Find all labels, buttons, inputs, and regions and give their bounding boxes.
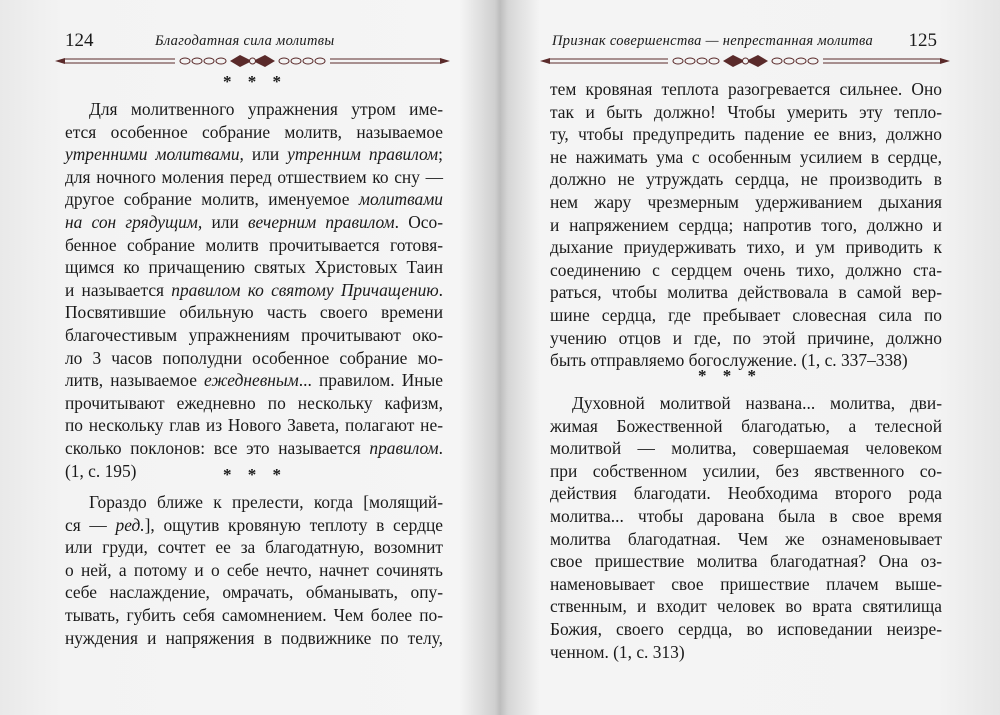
header-ornament-rule — [540, 54, 950, 68]
text-line — [65, 211, 443, 234]
text-line — [65, 279, 443, 302]
text-line: для ночного моления перед отшествием ко сну — — [65, 166, 443, 187]
text-line: ту, чтобы предупредить падение ее вниз, должно — [550, 124, 942, 145]
text-line: соединению с сердцем очень тихо, должно ста- — [550, 259, 942, 280]
text-line: Божия, своего сердца, во исповедании неизре- — [550, 618, 942, 639]
text-line: дыхание приудерживать тихо, и ум приводить к — [550, 237, 942, 258]
text-line: бенное собрание молитв прочитывается готовя- — [65, 234, 443, 255]
page-number: 124 — [65, 30, 94, 51]
left-paragraph-1 — [65, 98, 443, 482]
text-line: не нажимать ума с особенным усилием в сердце, — [550, 146, 942, 167]
text-segment: или — [202, 211, 248, 232]
page-number: 125 — [908, 30, 937, 51]
italic-term: вечерним правилом — [248, 211, 395, 232]
text-line: должно не утруждать сердца, не производить в — [550, 169, 942, 190]
italic-term: на сон грядущим, — [65, 211, 203, 232]
text-line — [65, 369, 443, 392]
section-separator: * * * — [223, 72, 287, 91]
text-line: о ней, а потому и о себе нечто, начнет сочинять — [65, 559, 443, 580]
citation: быть отправляемо богослужение. (1, с. 337–338) — [550, 350, 908, 371]
text-line: тем кровяная теплота разогревается сильнее. Оно — [550, 79, 942, 99]
text-line: раться, чтобы молитва действовала в самой вер- — [550, 282, 942, 303]
text-line: нем жару чрезмерным удерживанием дыхания — [550, 191, 942, 212]
text-line: прочитывают ежедневно по нескольку кафизм, — [65, 392, 443, 413]
text-line: по нескольку глав из Нового Завета, полагают не- — [65, 415, 443, 436]
text-segment: ; — [438, 144, 443, 165]
text-line: себе наслаждение, омрачать, обманывать, опу- — [65, 582, 443, 603]
text-segment: ], ощутив кровяную теплоту в сердце — [144, 514, 443, 535]
text-segment: . Осо- — [394, 211, 443, 232]
italic-term: молитвами — [358, 189, 443, 210]
editor-note: ред. — [115, 514, 145, 535]
text-line: учению отцов и где, по этой причине, должно — [550, 327, 942, 348]
text-segment: другое собрание молитв, именуемое — [65, 189, 359, 210]
text-line: нуждения и напряжения в подвижнике по телу, — [65, 627, 443, 648]
text-line: так и быть должно! Чтобы умерить эту тепло- — [550, 101, 942, 122]
text-line — [65, 514, 443, 537]
text-line: Посвятившие обильную часть своего времени — [65, 302, 443, 323]
text-line — [65, 188, 443, 211]
text-line: благочестивым упражнениям прочитывают око- — [65, 324, 443, 345]
text-line: щимся ко причащению святых Христовых Таин — [65, 257, 443, 278]
italic-term: утренним правилом — [287, 144, 439, 165]
right-running-head — [552, 30, 937, 56]
text-segment: . — [438, 437, 443, 458]
italic-term: ежедневным — [204, 370, 299, 391]
text-line: при собственном усилии, без явственного со- — [550, 460, 942, 481]
italic-term: правилом ко святому Причащению — [171, 279, 439, 300]
left-running-head — [65, 30, 445, 56]
text-segment: ... правилом. Иные — [298, 370, 443, 391]
text-line: тывать, губить себя самомнением. Чем более по- — [65, 604, 443, 625]
text-line — [65, 143, 443, 166]
text-segment: и называется — [65, 279, 172, 300]
text-segment: . — [438, 279, 443, 300]
left-paragraph-2 — [65, 491, 443, 649]
text-line: и напряжением сердца; напротив того, должно и — [550, 214, 942, 235]
citation: ченном. (1, с. 313) — [550, 641, 685, 662]
text-segment: литв, называемое — [65, 370, 205, 391]
text-line — [65, 437, 443, 460]
italic-term: правилом — [369, 437, 439, 458]
text-line: молитва благодатная. Чем же ознаменовывает — [550, 528, 942, 549]
text-line: действия благодати. Необходима второго рода — [550, 483, 942, 504]
text-segment: ся — — [65, 514, 116, 535]
text-line: ется особенное собрание молитв, называемое — [65, 121, 443, 142]
text-segment: сколько поклонов: все это называется — [65, 437, 370, 458]
text-segment: или — [243, 144, 288, 165]
text-line: наменовывает свое пришествие плачем выше- — [550, 573, 942, 594]
citation: (1, с. 195) — [65, 460, 137, 481]
text-line: Для молитвенного упражнения утром име- — [89, 99, 443, 119]
running-title: Признак совершенства — непрестанная молитва — [552, 33, 874, 49]
text-line: молитвой — молитва, совершаемая человеком — [550, 438, 942, 459]
text-line: ло 3 часов пополудни особенное собрание мо- — [65, 347, 443, 368]
text-line: Гораздо ближе к прелести, когда [молящий- — [89, 492, 443, 512]
section-separator: * * * — [698, 366, 762, 385]
text-line: жимая Божественной благодатью, а телесной — [550, 415, 942, 436]
header-ornament-rule — [55, 54, 450, 68]
text-line: свое пришествие молитва благодатная? Она оз- — [550, 551, 942, 572]
text-line: ственным, и входит человек во врата святилища — [550, 596, 942, 617]
text-line: шине сердца, где пребывает словесная сила по — [550, 304, 942, 325]
text-line: молитва... чтобы дарована была в свое время — [550, 505, 942, 526]
running-title: Благодатная сила молитвы — [155, 33, 335, 49]
text-line: или груди, сочтет ее за благодатную, возомнит — [65, 537, 443, 558]
text-line: Духовной молитвой названа... молитва, дви- — [572, 393, 942, 413]
right-paragraph-2 — [550, 392, 942, 663]
italic-term: утренними молитвами, — [65, 144, 244, 165]
right-page — [505, 0, 1000, 715]
section-separator: * * * — [223, 465, 287, 484]
right-paragraph-1 — [550, 78, 942, 372]
